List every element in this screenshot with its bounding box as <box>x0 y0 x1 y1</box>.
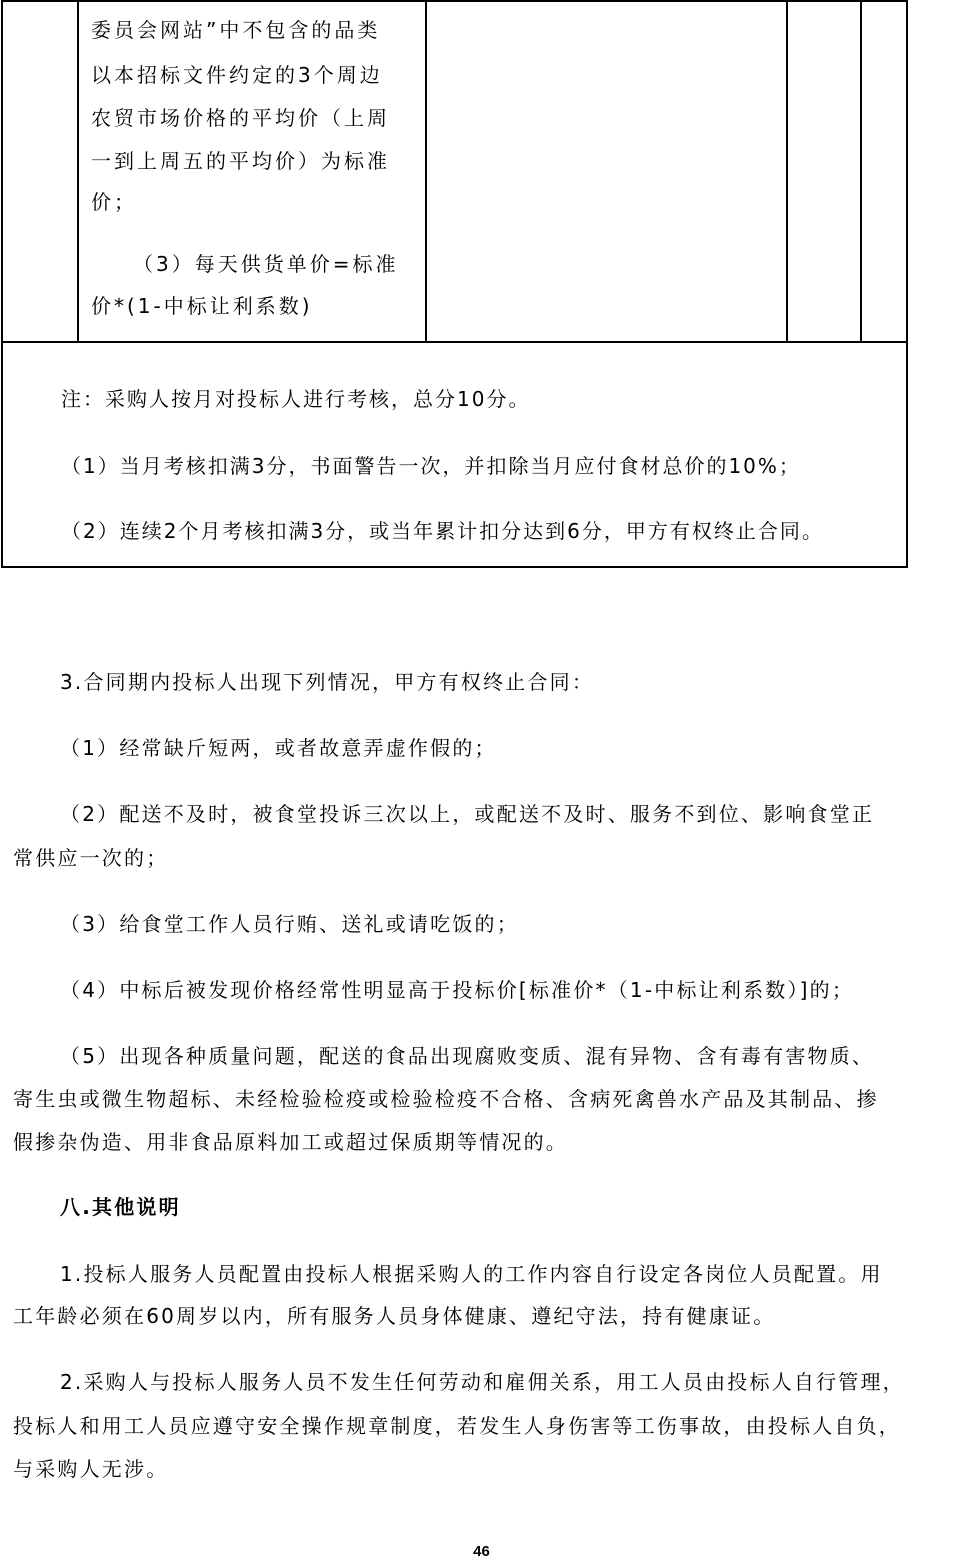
note-line: （2）连续2个月考核扣满3分，或当年累计扣分达到6分，甲方有权终止合同。 <box>61 519 824 543</box>
cell-line: 价； <box>91 190 137 214</box>
list-item-cont: 寄生虫或微生物超标、未经检验检疫或检验检疫不合格、含病死禽兽水产品及其制品、掺 <box>13 1087 879 1111</box>
section8-heading: 八.其他说明 <box>60 1195 181 1219</box>
paragraph-cont: 与采购人无涉。 <box>13 1457 169 1481</box>
list-item-cont: 常供应一次的； <box>13 846 169 870</box>
paragraph: 1.投标人服务人员配置由投标人根据采购人的工作内容自行设定各岗位人员配置。用 <box>60 1262 883 1286</box>
page-number: 46 <box>473 1543 490 1560</box>
evaluation-table <box>1 0 908 568</box>
cell-line: （3）每天供货单价=标准 <box>133 252 399 276</box>
table-col-divider <box>786 0 788 342</box>
table-border-bottom <box>1 566 908 568</box>
cell-line: 以本招标文件约定的3个周边 <box>91 63 383 87</box>
paragraph: 2.采购人与投标人服务人员不发生任何劳动和雇佣关系，用工人员由投标人自行管理， <box>60 1370 905 1394</box>
list-item: （1）经常缺斤短两，或者故意弄虚作假的； <box>60 736 497 760</box>
table-col-divider <box>860 0 862 342</box>
section3-title: 3.合同期内投标人出现下列情况，甲方有权终止合同： <box>60 670 595 694</box>
list-item: （4）中标后被发现价格经常性明显高于投标价[标准价*（1-中标让利系数）]的； <box>60 978 855 1002</box>
list-item-cont: 假掺杂伪造、用非食品原料加工或超过保质期等情况的。 <box>13 1130 568 1154</box>
cell-line: 委员会网站”中不包含的品类 <box>91 18 381 42</box>
table-col-divider <box>425 0 427 342</box>
table-col-divider <box>77 0 79 342</box>
note-line: （1）当月考核扣满3分，书面警告一次，并扣除当月应付食材总价的10%； <box>61 454 801 478</box>
table-row-divider <box>1 341 908 343</box>
cell-line: 农贸市场价格的平均价（上周 <box>91 106 390 130</box>
table-border-top <box>1 0 908 2</box>
list-item: （5）出现各种质量问题，配送的食品出现腐败变质、混有异物、含有毒有害物质、 <box>60 1044 875 1068</box>
note-line: 注：采购人按月对投标人进行考核，总分10分。 <box>61 387 531 411</box>
table-border-left <box>1 0 3 568</box>
cell-line: 一到上周五的平均价）为标准 <box>91 149 390 173</box>
table-border-right <box>906 0 908 568</box>
paragraph-cont: 工年龄必须在60周岁以内，所有服务人员身体健康、遵纪守法，持有健康证。 <box>13 1304 776 1328</box>
list-item: （3）给食堂工作人员行贿、送礼或请吃饭的； <box>60 912 519 936</box>
paragraph-cont: 投标人和用工人员应遵守安全操作规章制度，若发生人身伤害等工伤事故，由投标人自负， <box>13 1414 901 1438</box>
list-item: （2）配送不及时，被食堂投诉三次以上，或配送不及时、服务不到位、影响食堂正 <box>60 802 875 826</box>
cell-line: 价*(1-中标让利系数) <box>91 294 313 318</box>
